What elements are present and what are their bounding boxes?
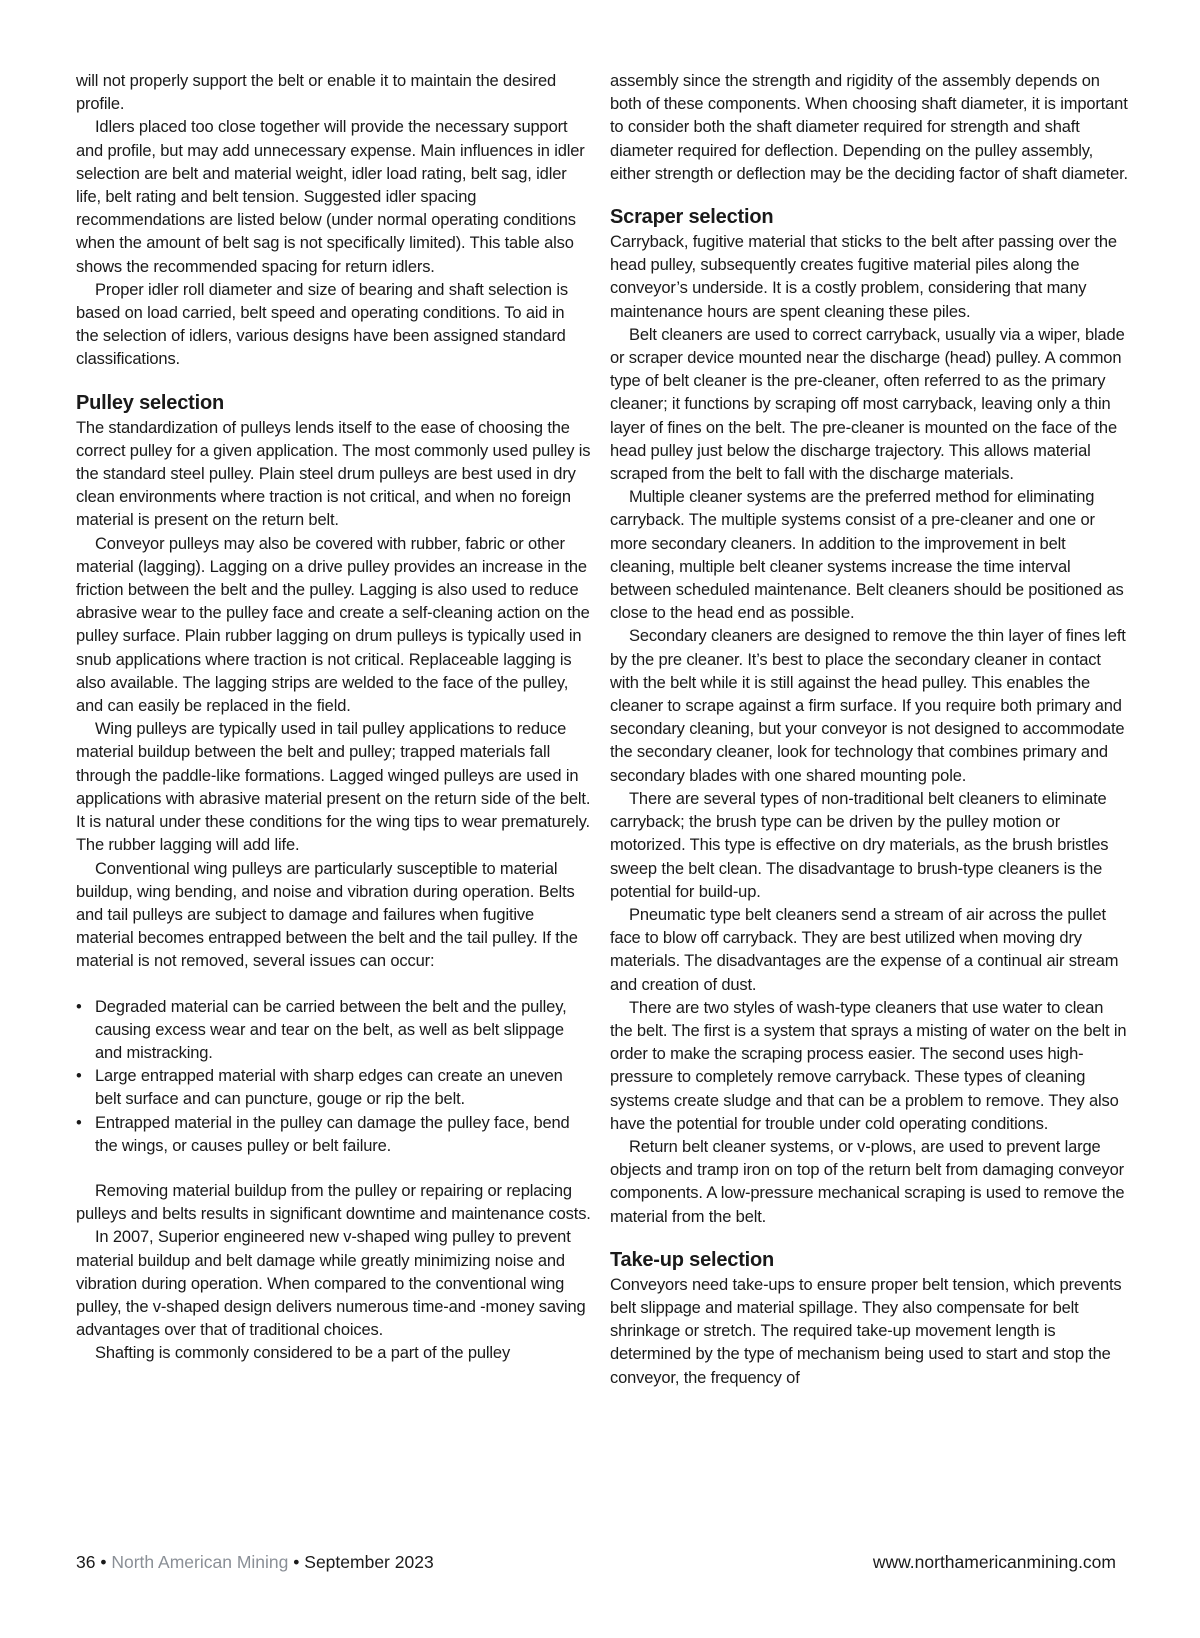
bullet-item: [76, 996, 591, 1066]
section-heading-pulley: Pulley selection: [76, 391, 224, 414]
section-heading-scraper: Scraper selection: [610, 206, 774, 229]
bullet-text: Entrapped material in the pulley can damage the pulley face, bend the wings, or causes pulley or belt failure.: [95, 1113, 570, 1155]
footer-left: [76, 1548, 434, 1576]
website-link[interactable]: www.northamericanmining.com: [872, 1552, 1116, 1572]
paragraph: There are two styles of wash-type cleaners that use water to clean the belt. The first is a system that sprays a misting of water on the belt in order to make the scraping process easier. The second uses high-pressure to completely remove carryback. These types of cleaning systems create sludge and that can be a problem to remove. They also have the potential for trouble under cold operating conditions.: [610, 998, 1127, 1133]
paragraph: Secondary cleaners are designed to remove the thin layer of fines left by the pre cleaner. It’s best to place the secondary cleaner in contact with the belt while it is still against the head pulley. This enables the cleaner to scrape against a firm surface. If you require both primary and secondary cleaning, but your conveyor is not designed to accommodate the secondary cleaner, look for technology that combines primary and secondary blades with one shared mounting pole.: [610, 627, 1126, 785]
paragraph: Idlers placed too close together will provide the necessary support and profile, but may add unnecessary expense. Main influences in idler selection are belt and material weight, idler load rating, belt sag, idler life, belt rating and belt tension. Suggested idler spacing recommendations are listed below (under normal operating conditions when the amount of belt sag is not specifically limited). This table also shows the recommended spacing for return idlers.: [76, 118, 585, 276]
paragraph: In 2007, Superior engineered new v-shaped wing pulley to prevent material buildup and belt damage while greatly minimizing noise and vibration during operation. When compared to the conventional wing pulley, the v-shaped design delivers numerous time-and -money saving advantages over that of traditional choices.: [76, 1228, 586, 1340]
paragraph: There are several types of non-traditional belt cleaners to eliminate carryback; the brush type can be driven by the pulley motion or motorized. This type is effective on dry materials, as the brush bristles sweep the belt clean. The disadvantage to brush-type cleaners is the potential for build-up.: [610, 789, 1109, 901]
page-number: 36: [76, 1552, 96, 1572]
paragraph: Conveyor pulleys may also be covered with rubber, fabric or other material (lagging). Lagging on a drive pulley provides an increase in the friction between the belt and the pulley. Lagging is also used to reduce abrasive wear to the pulley face and create a self-cleaning action on the pulley surface. Plain rubber lagging on drum pulleys is typically used in snub applications where traction is not critical. Replaceable lagging is also available. The lagging strips are welded to the face of the pulley, and can easily be replaced in the field.: [76, 534, 590, 716]
publication-name: North American Mining: [111, 1552, 289, 1572]
paragraph: Pneumatic type belt cleaners send a stream of air across the pullet face to blow off carryback. They are best utilized when moving dry materials. The disadvantages are the expense of a continual air stream and creation of dust.: [610, 905, 1119, 994]
bullet-item: [76, 1065, 591, 1111]
paragraph: Shafting is commonly considered to be a part of the pulley: [95, 1344, 511, 1363]
paragraph: The standardization of pulleys lends itself to the ease of choosing the correct pulley for a given application. The most commonly used pulley is the standard steel pulley. Plain steel drum pulleys are best used in dry clean environments where traction is not critical, and when no foreign material is present on the return belt.: [76, 418, 591, 530]
bullet-icon: •: [76, 1067, 82, 1086]
paragraph: Belt cleaners are used to correct carryback, usually via a wiper, blade or scraper device mounted near the discharge (head) pulley. A common type of belt cleaner is the pre-cleaner, often referred to as the primary cleaner; it functions by scraping off most carryback, leaving only a thin layer of fines on the belt. The pre-cleaner is mounted on the face of the head pulley just below the discharge trajectory. This allows material scraped from the belt to fall with the discharge materials.: [610, 325, 1125, 484]
paragraph: Return belt cleaner systems, or v-plows, are used to prevent large objects and tramp iron on top of the return belt from damaging conveyor components. A low-pressure mechanical scraping is used to remove the material from the belt.: [610, 1137, 1125, 1226]
paragraph: Carryback, fugitive material that sticks to the belt after passing over the head pulley, subsequently creates fugitive material piles along the conveyor’s underside. It is a costly problem, considering that many maintenance hours are spent cleaning these piles.: [610, 233, 1117, 321]
bullet-list: [76, 996, 591, 1158]
paragraph: Conventional wing pulleys are particularly susceptible to material buildup, wing bending, and noise and vibration during operation. Belts and tail pulleys are subject to damage and failures when fugitive material becomes entrapped between the belt and the tail pulley. If the material is not removed, several issues can occur:: [76, 859, 578, 971]
paragraph: Wing pulleys are typically used in tail pulley applications to reduce material buildup between the belt and pulley; trapped materials fall through the paddle-like formations. Lagged winged pulleys are used in applications with abrasive material present on the return side of the belt. It is natural under these conditions for the wing tips to wear prematurely. The rubber lagging will add life.: [76, 720, 591, 855]
paragraph: assembly since the strength and rigidity of the assembly depends on both of these components. When choosing shaft diameter, it is important to consider both the shaft diameter required for strength and shaft diameter required for deflection. Depending on the pulley assembly, either strength or deflection may be the deciding factor of shaft diameter.: [610, 72, 1128, 183]
bullet-text: Degraded material can be carried between the belt and the pulley, causing excess wear and tear on the belt, as well as belt slippage and mistracking.: [95, 997, 567, 1062]
paragraph: Removing material buildup from the pulley or repairing or replacing pulleys and belts results in significant downtime and maintenance costs.: [76, 1181, 591, 1224]
separator: •: [293, 1552, 300, 1572]
section-heading-takeup: Take-up selection: [610, 1248, 775, 1271]
page-footer: [76, 1548, 1116, 1576]
right-column: [610, 70, 1130, 1390]
paragraph: Multiple cleaner systems are the preferred method for eliminating carryback. The multiple systems consist of a pre-cleaner and one or more secondary cleaners. In addition to the improvement in belt cleaning, multiple belt cleaner systems increase the time interval between scheduled maintenance. Belt cleaners should be positioned as close to the head end as possible.: [610, 488, 1124, 623]
paragraph: Conveyors need take-ups to ensure proper belt tension, which prevents belt slippage and material spillage. They also compensate for belt shrinkage or stretch. The required take-up movement length is determined by the type of mechanism being used to start and stop the conveyor, the frequency of: [610, 1275, 1122, 1387]
bullet-text: Large entrapped material with sharp edges can create an uneven belt surface and can puncture, gouge or rip the belt.: [95, 1067, 563, 1109]
left-column: [76, 70, 591, 1366]
issue-date: September 2023: [304, 1552, 434, 1572]
bullet-icon: •: [76, 1113, 82, 1132]
bullet-item: [76, 1112, 591, 1158]
separator: •: [100, 1552, 107, 1572]
paragraph: will not properly support the belt or enable it to maintain the desired profile.: [76, 72, 557, 114]
paragraph: Proper idler roll diameter and size of bearing and shaft selection is based on load carried, belt speed and operating conditions. To aid in the selection of idlers, various designs have been assigned standard classifications.: [76, 280, 568, 369]
bullet-icon: •: [76, 997, 82, 1016]
